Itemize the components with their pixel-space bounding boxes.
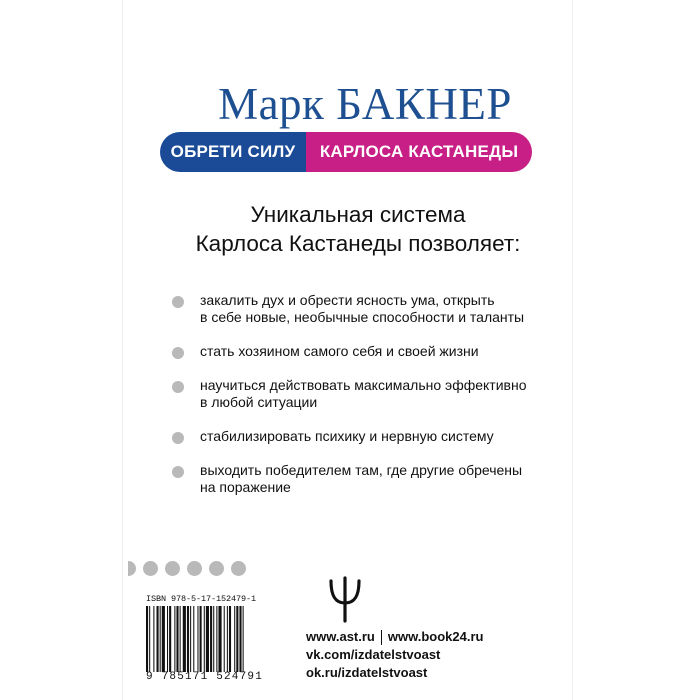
barcode-bar [210,606,212,672]
list-item [172,292,532,326]
headline-line-2: Карлоса Кастанеды позволяет: [195,231,521,256]
barcode-digits: 9 785171 524791 [146,671,264,683]
decorative-dots [128,560,253,576]
barcode-bar [169,606,171,672]
barcode-bar [218,606,221,672]
headline [170,200,546,258]
publisher-links [306,628,546,682]
author-name: Марк БАКНЕР [218,79,512,129]
dot-icon [165,561,180,576]
dot-icon [209,561,224,576]
barcode-bar [176,606,178,672]
list-item [172,377,532,411]
bullet-2-line-1: стать хозяином самого себя и своей жизни [200,343,479,359]
barcode-icon [146,606,292,672]
headline-line-1: Уникальная система [250,202,466,227]
bullet-dot-icon [172,347,184,359]
dot-icon [187,561,202,576]
bullet-4-line-1: стабилизировать психику и нервную систему [200,428,494,444]
dot-icon [231,561,246,576]
bullet-5-line-2: на поражение [200,479,291,495]
barcode-bar [234,606,235,672]
list-item [172,343,532,360]
barcode-bar [204,606,205,672]
barcode-bar [224,606,225,672]
barcode-bar [190,606,191,672]
list-item [172,462,532,496]
bullet-5-line-1: выходить победителем там, где другие обречены [200,462,523,478]
barcode-bar [213,606,214,672]
barcode-bar [180,606,181,672]
barcode-bar [193,606,194,672]
barcode-bar [243,606,244,672]
barcode-bar [200,606,202,672]
barcode-bar [174,606,175,672]
bullet-3-line-2: в любой ситуации [200,394,318,410]
bullet-dot-icon [172,296,184,308]
bullet-1-line-1: закалить дух и обрести ясность ума, открыть [200,292,495,308]
barcode-block [146,594,292,686]
barcode-bar [149,606,150,672]
bullet-dot-icon [172,432,184,444]
barcode-bar [146,606,148,672]
barcode-bar [160,606,161,672]
social-link-ok[interactable]: ok.ru/izdatelstvoast [306,665,428,680]
barcode-bar [216,606,217,672]
barcode-bar [183,606,186,672]
website-link-book24[interactable]: www.book24.ru [387,629,484,644]
bullet-dot-icon [172,381,184,393]
websites-row [306,628,546,646]
barcode-bar [153,606,154,672]
barcode-bar [157,606,159,672]
isbn-text: ISBN 978-5-17-152479-1 [146,594,257,604]
benefits-list [172,292,532,496]
barcode-bar [187,606,189,672]
dot-icon [143,561,158,576]
website-link-ast[interactable]: www.ast.ru [306,629,375,644]
dot-icon [128,561,136,576]
list-item [172,428,532,445]
bullet-1-line-2: в себе новые, необычные способности и таланты [200,309,525,325]
barcode-bar [227,606,228,672]
barcode-bar [197,606,198,672]
barcode-bar [167,606,168,672]
psi-logo-icon [327,575,363,623]
separator [381,630,382,645]
title-part-1: ОБРЕТИ СИЛУ [160,132,306,172]
book-title-banner [160,132,532,172]
barcode-bar [229,606,231,672]
barcode-bar [162,606,165,672]
bullet-3-line-1: научиться действовать максимально эффективно [200,377,527,393]
bullet-dot-icon [172,466,184,478]
barcode-bar [236,606,238,672]
barcode-bar [206,606,209,672]
barcode-bar [239,606,241,672]
social-link-vk[interactable]: vk.com/izdatelstvoast [306,647,441,662]
title-part-2: КАРЛОСА КАСТАНЕДЫ [306,132,532,172]
